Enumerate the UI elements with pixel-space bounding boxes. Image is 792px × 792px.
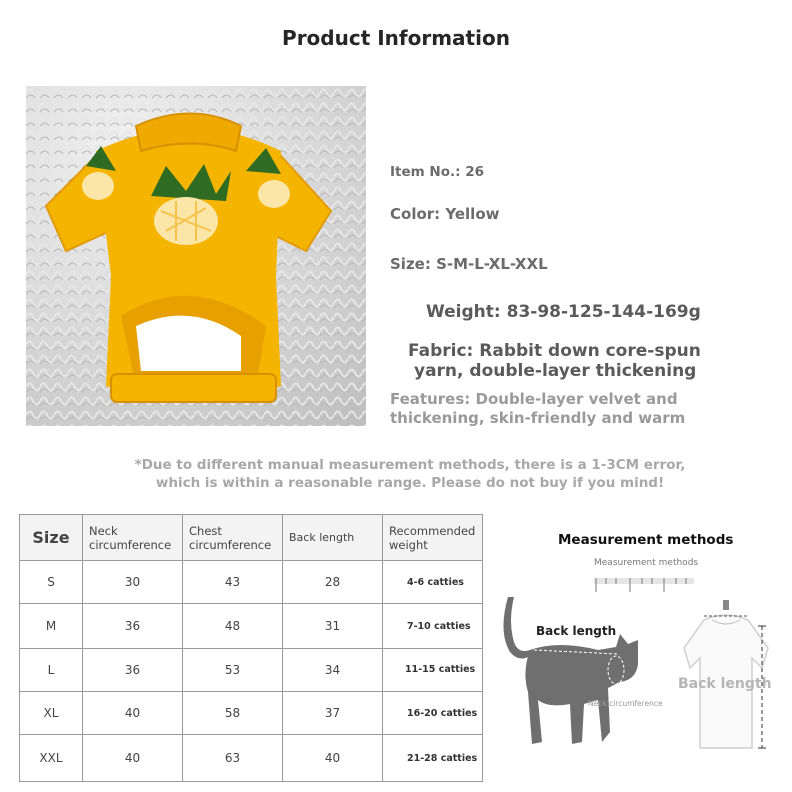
- cell-neck: 30: [83, 561, 183, 604]
- cell-back: 40: [283, 735, 383, 782]
- cat-silhouette-icon: [498, 592, 648, 752]
- cell-back: 28: [283, 561, 383, 604]
- size-text: Size: S-M-L-XL-XXL: [390, 255, 548, 273]
- cell-back: 37: [283, 692, 383, 735]
- cell-chest: 43: [183, 561, 283, 604]
- cell-neck: 36: [83, 604, 183, 649]
- ruler-icon: [594, 574, 694, 594]
- table-row: [20, 692, 483, 735]
- cell-chest: 58: [183, 692, 283, 735]
- header-back-length: Back length: [283, 515, 383, 561]
- header-chest: Chest circumference: [183, 515, 283, 561]
- cell-neck: 40: [83, 692, 183, 735]
- size-table: [19, 514, 483, 782]
- cell-back: 31: [283, 604, 383, 649]
- table-row: [20, 561, 483, 604]
- cell-weight: 7-10 catties: [383, 604, 483, 649]
- cell-size: XXL: [20, 735, 83, 782]
- color-text: Color: Yellow: [390, 205, 500, 223]
- pineapple-sweater-image: [26, 86, 366, 426]
- cell-neck: 36: [83, 649, 183, 692]
- size-table-header: [20, 515, 483, 561]
- cell-size: L: [20, 649, 83, 692]
- cell-weight: 16-20 catties: [383, 692, 483, 735]
- cell-chest: 63: [183, 735, 283, 782]
- measurement-title: Measurement methods: [558, 532, 734, 548]
- cell-neck: 40: [83, 735, 183, 782]
- weight-text: Weight: 83-98-125-144-169g: [426, 302, 701, 322]
- cell-weight: 4-6 catties: [383, 561, 483, 604]
- note-line-1: *Due to different manual measurement methods, there is a 1-3CM error,: [134, 457, 686, 473]
- cell-size: M: [20, 604, 83, 649]
- cell-chest: 48: [183, 604, 283, 649]
- item-number: Item No.: 26: [390, 164, 484, 180]
- back-length-label: Back length: [536, 624, 617, 638]
- cell-chest: 53: [183, 649, 283, 692]
- fabric-text-line1: Fabric: Rabbit down core-spun: [408, 341, 701, 361]
- cell-weight: 11-15 catties: [383, 649, 483, 692]
- garment-back-length-label: Back length: [678, 676, 772, 692]
- table-row: [20, 604, 483, 649]
- header-weight: Recommended weight: [383, 515, 483, 561]
- table-row: [20, 735, 483, 782]
- features-text-line1: Features: Double-layer velvet and: [390, 390, 678, 408]
- table-row: [20, 649, 483, 692]
- cell-weight: 21-28 catties: [383, 735, 483, 782]
- cell-size: XL: [20, 692, 83, 735]
- page-title: Product Information: [282, 26, 510, 50]
- fabric-text-line2: yarn, double-layer thickening: [414, 361, 697, 381]
- measurement-note: [100, 456, 720, 492]
- header-neck: Neck circumference: [83, 515, 183, 561]
- neck-circumference-label: Neck circumference: [588, 699, 663, 708]
- header-size: Size: [20, 515, 83, 561]
- cell-back: 34: [283, 649, 383, 692]
- cell-size: S: [20, 561, 83, 604]
- note-line-2: which is within a reasonable range. Please do not buy if you mind!: [155, 475, 665, 491]
- measurement-subtitle: Measurement methods: [594, 558, 699, 568]
- features-text-line2: thickening, skin-friendly and warm: [390, 409, 686, 427]
- product-photo: [26, 86, 366, 426]
